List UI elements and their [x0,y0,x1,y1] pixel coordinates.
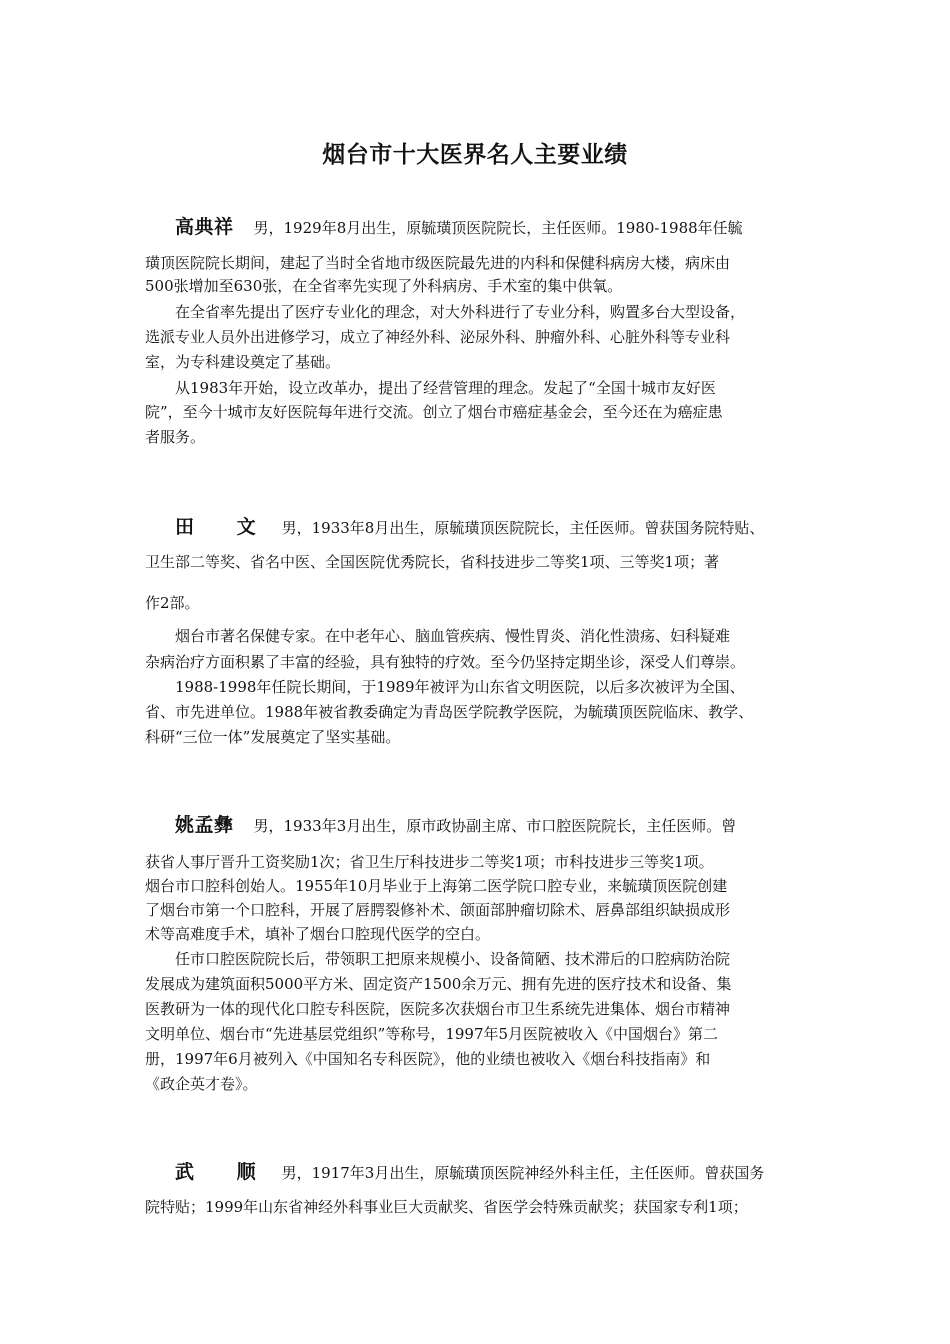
person-1-line: 室，为专科建设奠定了基础。 [145,353,341,371]
person-3-line: 烟台市口腔科创始人。1955年10月毕业于上海第二医学院口腔专业，来毓璜顶医院创建 [145,877,728,895]
person-3-text: 男，1933年3月出生，原市政协副主席、市口腔医院院长，主任医师。曾 [253,817,737,835]
person-3-name: 姚孟彝 [175,814,234,836]
person-1-line: 选派专业人员外出进修学习，成立了神经外科、泌尿外科、肿瘤外科、心脏外科等专业科 [145,328,731,346]
person-3-line: 《政企英才卷》。 [145,1075,258,1093]
person-1-line: 500张增加至630张，在全省率先实现了外科病房、手术室的集中供氧。 [145,277,623,295]
person-2-name: 田 文 [175,516,274,538]
person-2-line: 卫生部二等奖、省名中医、全国医院优秀院长，省科技进步二等奖1项、三等奖1项；著 [145,553,720,571]
person-2-text: 男，1933年8月出生，原毓璜顶医院院长，主任医师。曾获国务院特贴、 [281,519,765,537]
person-3-first-line [145,810,835,841]
person-2-line: 1988-1998年任院长期间，于1989年被评为山东省文明医院，以后多次被评为全国、 [175,678,745,696]
person-1-first-line [145,212,835,243]
person-3-line: 册，1997年6月被列入《中国知名专科医院》，他的业绩也被收入《烟台科技指南》和 [145,1050,711,1068]
person-1-name: 高典祥 [175,216,234,238]
person-1-line: 者服务。 [145,428,206,446]
person-4-line: 院特贴；1999年山东省神经外科事业巨大贡献奖、省医学会特殊贡献奖；获国家专利1项； [145,1198,748,1216]
person-2-line: 科研“三位一体”发展奠定了坚实基础。 [145,728,401,746]
person-4-name: 武 顺 [175,1161,274,1183]
person-3-line: 了烟台市第一个口腔科，开展了唇腭裂修补术、颌面部肿瘤切除术、唇鼻部组织缺损成形 [145,901,731,919]
document-title: 烟台市十大医界名人主要业绩 [322,142,628,168]
person-2-line: 省、市先进单位。1988年被省教委确定为青岛医学院教学医院，为毓璜顶医院临床、教学、 [145,703,754,721]
person-4-text: 男，1917年3月出生，原毓璜顶医院神经外科主任，主任医师。曾获国务 [281,1164,765,1182]
person-1-line: 璜顶医院院长期间，建起了当时全省地市级医院最先进的内科和保健科病房大楼，病床由 [145,254,731,272]
person-1-line: 在全省率先提出了医疗专业化的理念，对大外科进行了专业分科，购置多台大型设备， [175,303,746,321]
person-2-line: 作2部。 [145,594,200,612]
person-1-text: 男，1929年8月出生，原毓璜顶医院院长，主任医师。1980-1988年任毓 [253,219,743,237]
person-3-line: 任市口腔医院院长后，带领职工把原来规模小、设备简陋、技术滞后的口腔病防治院 [175,950,731,968]
person-3-line: 医教研为一体的现代化口腔专科医院，医院多次获烟台市卫生系统先进集体、烟台市精神 [145,1000,731,1018]
person-1-line: 院”，至今十城市友好医院每年进行交流。创立了烟台市癌症基金会，至今还在为癌症患 [145,403,723,421]
person-3-line: 获省人事厅晋升工资奖励1次；省卫生厅科技进步二等奖1项；市科技进步三等奖1项。 [145,853,714,871]
person-1-line: 从1983年开始，设立改革办，提出了经营管理的理念。发起了“全国十城市友好医 [175,379,716,397]
person-2-first-line [145,512,835,543]
person-4-first-line [145,1157,835,1188]
person-2-line: 杂病治疗方面积累了丰富的经验，具有独特的疗效。至今仍坚持定期坐诊，深受人们尊崇。 [145,653,746,671]
person-2-line: 烟台市著名保健专家。在中老年心、脑血管疾病、慢性胃炎、消化性溃疡、妇科疑难 [175,627,731,645]
person-3-line: 发展成为建筑面积5000平方米、固定资产1500余万元、拥有先进的医疗技术和设备、集 [145,975,732,993]
person-3-line: 文明单位、烟台市“先进基层党组织”等称号，1997年5月医院被收入《中国烟台》第二 [145,1025,719,1043]
person-3-line: 术等高难度手术，填补了烟台口腔现代医学的空白。 [145,925,491,943]
